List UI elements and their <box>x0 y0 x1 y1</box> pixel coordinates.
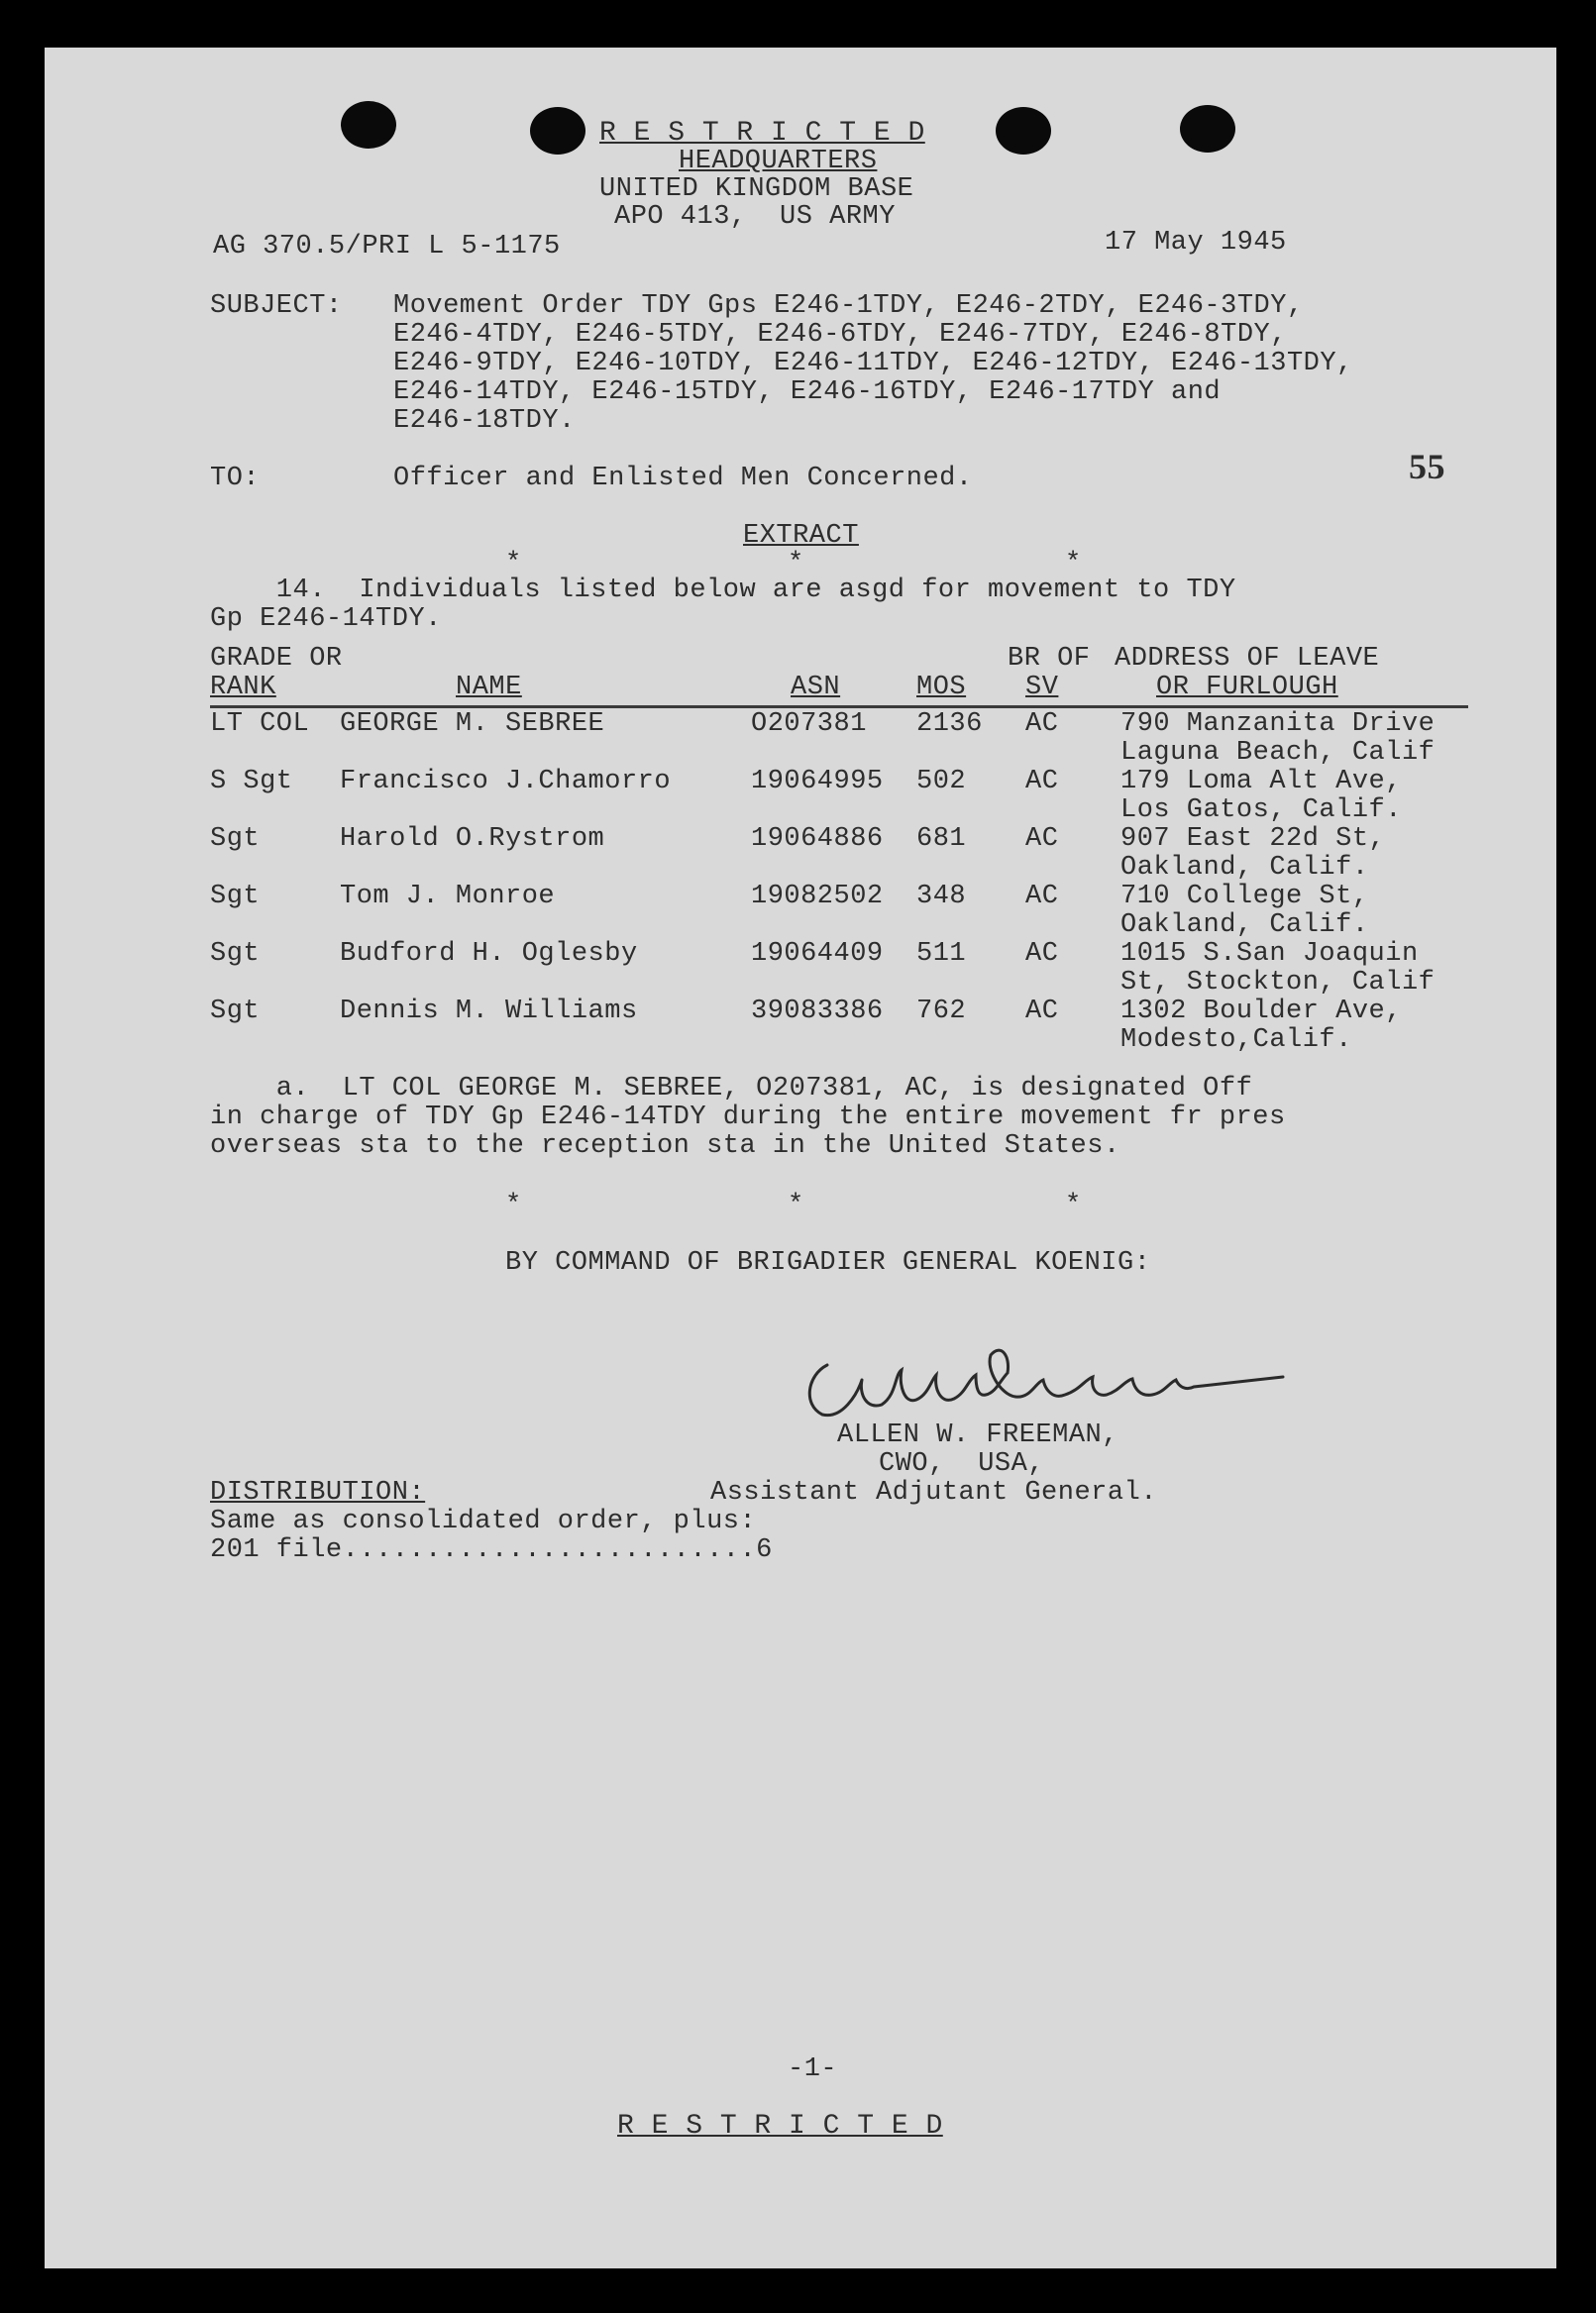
sub-paragraph-line-2: in charge of TDY Gp E246-14TDY during the entire movement fr pres <box>210 1103 1286 1132</box>
to-label: TO: <box>210 464 261 493</box>
subject-label: SUBJECT: <box>210 291 343 321</box>
subject-line-4: E246-14TDY, E246-15TDY, E246-16TDY, E246-17TDY and <box>393 377 1222 407</box>
separator-star-5: * <box>788 1191 804 1220</box>
row-name: GEORGE M. SEBREE <box>340 709 605 739</box>
page-number: -1- <box>788 2054 838 2084</box>
row-branch: AC <box>1025 709 1059 739</box>
classification-top: R E S T R I C T E D <box>599 118 925 149</box>
row-asn: O207381 <box>751 709 867 739</box>
punch-hole-right <box>1180 105 1235 153</box>
command-authority-line: BY COMMAND OF BRIGADIER GENERAL KOENIG: <box>505 1248 1151 1278</box>
separator-star-2: * <box>788 549 804 578</box>
separator-star-4: * <box>505 1191 522 1220</box>
row-address-2: Modesto,Calif. <box>1120 1025 1352 1055</box>
row-grade: LT COL <box>210 709 310 739</box>
row-address-2: Los Gatos, Calif. <box>1120 795 1402 825</box>
paragraph-14-line-1: 14. Individuals listed below are asgd for movement to TDY <box>210 576 1236 605</box>
row-name: Budford H. Oglesby <box>340 939 638 969</box>
row-name: Francisco J.Chamorro <box>340 767 672 796</box>
row-address-1: 179 Loma Alt Ave, <box>1120 767 1402 796</box>
header-address-2: OR FURLOUGH <box>1156 673 1338 702</box>
page-mark: 55 <box>1409 447 1445 486</box>
separator-star-1: * <box>505 549 522 578</box>
row-mos: 681 <box>916 824 967 854</box>
handwritten-signature <box>788 1325 1303 1434</box>
punch-hole-center <box>530 107 585 155</box>
separator-star-6: * <box>1065 1191 1082 1220</box>
row-name: Tom J. Monroe <box>340 882 556 911</box>
row-grade: Sgt <box>210 997 261 1026</box>
row-branch: AC <box>1025 767 1059 796</box>
row-branch: AC <box>1025 824 1059 854</box>
row-name: Dennis M. Williams <box>340 997 638 1026</box>
header-address-1: ADDRESS OF LEAVE <box>1115 644 1380 674</box>
row-address-2: St, Stockton, Calif <box>1120 968 1436 998</box>
paragraph-14-line-2: Gp E246-14TDY. <box>210 604 442 634</box>
signer-unit: CWO, USA, <box>879 1449 1045 1479</box>
to-text: Officer and Enlisted Men Concerned. <box>393 464 973 493</box>
row-address-1: 790 Manzanita Drive <box>1120 709 1436 739</box>
row-name: Harold O.Rystrom <box>340 824 605 854</box>
row-asn: 19064886 <box>751 824 884 854</box>
signer-title: Assistant Adjutant General. <box>710 1478 1157 1508</box>
separator-star-3: * <box>1065 549 1082 578</box>
row-branch: AC <box>1025 939 1059 969</box>
apo-line: APO 413, US ARMY <box>614 202 896 232</box>
row-address-1: 710 College St, <box>1120 882 1369 911</box>
row-grade: Sgt <box>210 939 261 969</box>
punch-hole-center-right <box>996 107 1051 155</box>
extract-title: EXTRACT <box>743 521 859 551</box>
distribution-line-2: 201 file.........................6 <box>210 1535 773 1565</box>
signer-name: ALLEN W. FREEMAN, <box>837 1420 1118 1450</box>
punch-hole-left <box>341 101 396 149</box>
table-header-rule <box>210 705 1468 708</box>
row-asn: 19082502 <box>751 882 884 911</box>
row-address-1: 1302 Boulder Ave, <box>1120 997 1402 1026</box>
row-mos: 348 <box>916 882 967 911</box>
row-grade: Sgt <box>210 824 261 854</box>
row-asn: 19064995 <box>751 767 884 796</box>
header-br-2: SV <box>1025 673 1059 702</box>
row-address-2: Oakland, Calif. <box>1120 910 1369 940</box>
row-address-2: Laguna Beach, Calif <box>1120 738 1436 768</box>
distribution-label: DISTRIBUTION: <box>210 1478 426 1508</box>
subject-line-2: E246-4TDY, E246-5TDY, E246-6TDY, E246-7TDY, E246-8TDY, <box>393 320 1287 350</box>
row-mos: 502 <box>916 767 967 796</box>
command-line: UNITED KINGDOM BASE <box>599 174 914 204</box>
row-address-1: 907 East 22d St, <box>1120 824 1386 854</box>
row-grade: S Sgt <box>210 767 293 796</box>
file-reference: AG 370.5/PRI L 5-1175 <box>213 232 561 262</box>
row-asn: 39083386 <box>751 997 884 1026</box>
distribution-line-1: Same as consolidated order, plus: <box>210 1507 757 1536</box>
subject-line-5: E246-18TDY. <box>393 406 576 436</box>
row-branch: AC <box>1025 882 1059 911</box>
row-mos: 511 <box>916 939 967 969</box>
sub-paragraph-line-1: a. LT COL GEORGE M. SEBREE, O207381, AC, is designated Off <box>210 1074 1253 1104</box>
row-mos: 762 <box>916 997 967 1026</box>
row-grade: Sgt <box>210 882 261 911</box>
header-asn: ASN <box>791 673 841 702</box>
row-branch: AC <box>1025 997 1059 1026</box>
header-br-1: BR OF <box>1008 644 1091 674</box>
subject-line-3: E246-9TDY, E246-10TDY, E246-11TDY, E246-12TDY, E246-13TDY, <box>393 349 1353 378</box>
subject-line-1: Movement Order TDY Gps E246-1TDY, E246-2TDY, E246-3TDY, <box>393 291 1304 321</box>
row-asn: 19064409 <box>751 939 884 969</box>
header-mos: MOS <box>916 673 967 702</box>
header-grade-1: GRADE OR <box>210 644 343 674</box>
row-mos: 2136 <box>916 709 983 739</box>
row-address-2: Oakland, Calif. <box>1120 853 1369 883</box>
headquarters-line: HEADQUARTERS <box>679 147 878 176</box>
row-address-1: 1015 S.San Joaquin <box>1120 939 1419 969</box>
header-grade-2: RANK <box>210 673 276 702</box>
classification-bottom: R E S T R I C T E D <box>617 2111 943 2142</box>
sub-paragraph-line-3: overseas sta to the reception sta in the United States. <box>210 1131 1120 1161</box>
header-name: NAME <box>456 673 522 702</box>
document-page <box>45 48 1556 2268</box>
document-date: 17 May 1945 <box>1105 228 1287 258</box>
